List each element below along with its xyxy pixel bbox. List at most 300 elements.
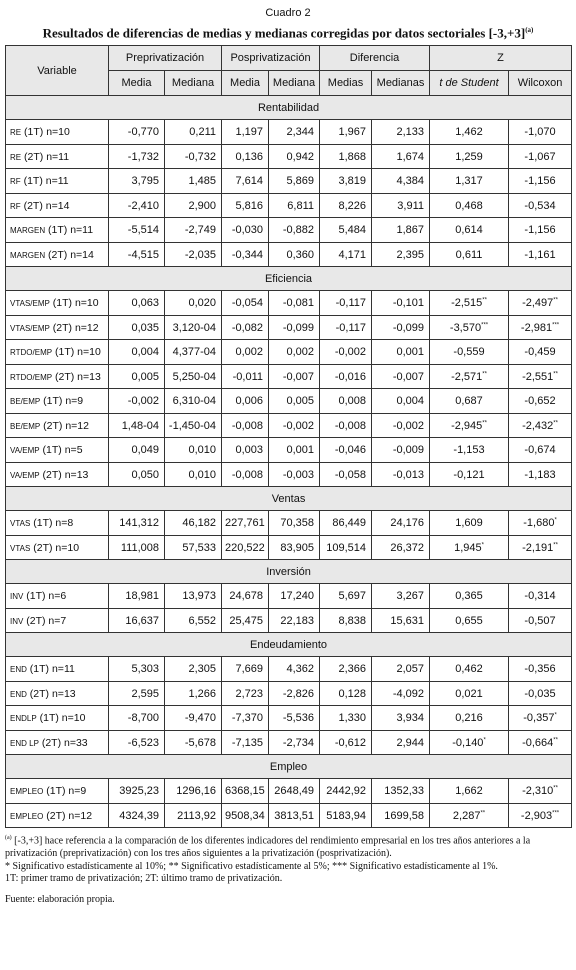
value-cell: 0,655 — [430, 608, 509, 633]
value-cell: 1,330 — [320, 706, 372, 731]
value-cell: 86,449 — [320, 511, 372, 536]
value-cell: 4,384 — [372, 169, 430, 194]
value-cell: 1,674 — [372, 144, 430, 169]
value-cell: 6368,15 — [222, 779, 269, 804]
value-cell: -0,002 — [320, 340, 372, 365]
value-cell: -2,945** — [430, 413, 509, 438]
value-cell: -0,117 — [320, 291, 372, 316]
value-cell: 0,021 — [430, 681, 509, 706]
value-cell: -0,030 — [222, 218, 269, 243]
value-cell: 26,372 — [372, 535, 430, 560]
variable-cell — [6, 413, 109, 438]
value-cell: -0,459 — [509, 340, 572, 365]
variable-tramo: (1T) n=11 — [20, 175, 69, 188]
value-cell: 2,723 — [222, 681, 269, 706]
value-cell: -2,981*** — [509, 315, 572, 340]
table-row — [6, 438, 572, 463]
value-cell: 5,869 — [269, 169, 320, 194]
value-cell: 1296,16 — [165, 779, 222, 804]
variable-tramo: (2T) n=12 — [40, 419, 89, 432]
footnote-significance: * Significativo estadísticamente al 10%; ** Significativo estadísticamente al 5%; *** Significativo estadísticamente al 1%. — [5, 860, 498, 872]
value-cell: -0,559 — [430, 340, 509, 365]
footnote-a-text: [-3,+3] hace referencia a la comparación de los diferentes indicadores del rendimiento empresarial en los tres años anteriores a la privatización (preprivatización) con los tres años siguientes a la privatización (posprivatización). — [5, 835, 531, 860]
value-cell: -0,357* — [509, 706, 572, 731]
variable-tramo: (1T) n=8 — [30, 517, 74, 530]
value-cell: 1,48-04 — [109, 413, 165, 438]
variable-cell — [6, 803, 109, 828]
value-cell: -1,183 — [509, 462, 572, 487]
variable-cell — [6, 584, 109, 609]
variable-tramo: (1T) n=9 — [40, 395, 84, 408]
variable-code: RE — [10, 152, 22, 162]
variable-cell — [6, 364, 109, 389]
value-cell: -0,058 — [320, 462, 372, 487]
value-cell: -1,680* — [509, 511, 572, 536]
value-cell: 15,631 — [372, 608, 430, 633]
group-header-pos: Posprivatización — [222, 46, 320, 71]
value-cell: -0,507 — [509, 608, 572, 633]
variable-code: VA/EMP — [10, 470, 40, 480]
variable-cell — [6, 218, 109, 243]
significance-mark: ** — [482, 419, 487, 426]
value-cell: -1,067 — [509, 144, 572, 169]
value-cell: 0,128 — [320, 681, 372, 706]
value-cell: 2,395 — [372, 242, 430, 267]
value-cell: -5,678 — [165, 730, 222, 755]
value-cell: -0,099 — [269, 315, 320, 340]
significance-mark: ** — [482, 370, 487, 377]
variable-code: BE/EMP — [10, 421, 41, 431]
value-cell: -0,013 — [372, 462, 430, 487]
value-cell: 2,057 — [372, 657, 430, 682]
value-cell: -0,101 — [372, 291, 430, 316]
table-number-label: Cuadro 2 — [265, 7, 311, 19]
table-row — [6, 730, 572, 755]
value-cell: 4,377-04 — [165, 340, 222, 365]
table-row — [6, 389, 572, 414]
value-cell: 3,934 — [372, 706, 430, 731]
variable-code: RF — [10, 201, 21, 211]
variable-code: RTDO/EMP — [10, 372, 53, 382]
value-cell: 0,002 — [269, 340, 320, 365]
value-cell: 0,010 — [165, 462, 222, 487]
variable-tramo: (1T) n=6 — [23, 590, 67, 603]
table-row — [6, 608, 572, 633]
value-cell: -1,156 — [509, 218, 572, 243]
value-cell: 0,006 — [222, 389, 269, 414]
variable-tramo: (2T) n=10 — [30, 541, 80, 554]
value-cell: 17,240 — [269, 584, 320, 609]
value-cell: 1,867 — [372, 218, 430, 243]
variable-code: RF — [10, 177, 21, 187]
variable-code: RE — [10, 128, 22, 138]
value-cell: -0,117 — [320, 315, 372, 340]
variable-code: END — [10, 665, 27, 675]
value-cell: -3,570*** — [430, 315, 509, 340]
value-cell: 16,637 — [109, 608, 165, 633]
section-row — [6, 96, 572, 120]
value-cell: -2,432** — [509, 413, 572, 438]
value-cell: 109,514 — [320, 535, 372, 560]
value-cell: -1,161 — [509, 242, 572, 267]
variable-tramo: (1T) n=10 — [36, 712, 86, 725]
value-cell: -0,009 — [372, 438, 430, 463]
variable-cell — [6, 340, 109, 365]
value-cell: -1,070 — [509, 120, 572, 145]
value-cell: 0,008 — [320, 389, 372, 414]
variable-code: MARGEN — [10, 250, 46, 260]
section-row — [6, 560, 572, 584]
variable-tramo: (1T) n=9 — [43, 785, 87, 798]
value-cell: 0,049 — [109, 438, 165, 463]
value-cell: -7,370 — [222, 706, 269, 731]
table-row — [6, 291, 572, 316]
variable-cell — [6, 120, 109, 145]
value-cell: -0,356 — [509, 657, 572, 682]
value-cell: 2,366 — [320, 657, 372, 682]
value-cell: -0,674 — [509, 438, 572, 463]
value-cell: 3,120-04 — [165, 315, 222, 340]
value-cell: -2,191** — [509, 535, 572, 560]
variable-code: VTAS/EMP — [10, 299, 50, 309]
value-cell: -2,749 — [165, 218, 222, 243]
group-header-diff: Diferencia — [320, 46, 430, 71]
value-cell: 4324,39 — [109, 803, 165, 828]
variable-code: VTAS — [10, 519, 31, 529]
value-cell: 1,259 — [430, 144, 509, 169]
value-cell: 0,063 — [109, 291, 165, 316]
value-cell: 0,211 — [165, 120, 222, 145]
value-cell: 18,981 — [109, 584, 165, 609]
value-cell: 5,484 — [320, 218, 372, 243]
value-cell: 24,176 — [372, 511, 430, 536]
significance-mark: *** — [552, 321, 560, 328]
table-row — [6, 242, 572, 267]
value-cell: 2,287** — [430, 803, 509, 828]
value-cell: 3,819 — [320, 169, 372, 194]
value-cell: 0,468 — [430, 193, 509, 218]
value-cell: 24,678 — [222, 584, 269, 609]
value-cell: 8,226 — [320, 193, 372, 218]
title-note-mark: (a) — [525, 26, 534, 34]
table-row — [6, 681, 572, 706]
value-cell: 1,609 — [430, 511, 509, 536]
variable-tramo: (2T) n=13 — [26, 687, 76, 700]
value-cell: 9508,34 — [222, 803, 269, 828]
value-cell: 227,761 — [222, 511, 269, 536]
table-row — [6, 657, 572, 682]
value-cell: 1,317 — [430, 169, 509, 194]
value-cell: -0,344 — [222, 242, 269, 267]
value-cell: 8,838 — [320, 608, 372, 633]
table-body — [6, 96, 572, 828]
value-cell: 1,945* — [430, 535, 509, 560]
significance-mark: ** — [482, 297, 487, 304]
value-cell: 5183,94 — [320, 803, 372, 828]
value-cell: 4,171 — [320, 242, 372, 267]
value-cell: -1,156 — [509, 169, 572, 194]
value-cell: -2,310** — [509, 779, 572, 804]
variable-code: END LP — [10, 738, 39, 748]
variable-code: VTAS/EMP — [10, 323, 50, 333]
value-cell: 7,669 — [222, 657, 269, 682]
value-cell: -0,046 — [320, 438, 372, 463]
section-title: Endeudamiento — [6, 633, 572, 657]
value-cell: -0,140* — [430, 730, 509, 755]
subcol-header: Mediana — [269, 71, 320, 96]
value-cell: -2,515** — [430, 291, 509, 316]
value-cell: 141,312 — [109, 511, 165, 536]
value-cell: 2,344 — [269, 120, 320, 145]
subcol-header: Media — [109, 71, 165, 96]
group-header-pre: Preprivatización — [109, 46, 222, 71]
source-note: Fuente: elaboración propia. — [5, 893, 115, 905]
variable-tramo: (2T) n=33 — [38, 736, 88, 749]
variable-cell — [6, 193, 109, 218]
value-cell: -0,007 — [372, 364, 430, 389]
significance-mark: *** — [481, 321, 489, 328]
value-cell: -2,035 — [165, 242, 222, 267]
footnote-a-mark: (a) — [5, 835, 12, 842]
table-row — [6, 413, 572, 438]
value-cell: 83,905 — [269, 535, 320, 560]
value-cell: 0,462 — [430, 657, 509, 682]
significance-mark: * — [483, 736, 486, 743]
value-cell: 111,008 — [109, 535, 165, 560]
value-cell: -0,664** — [509, 730, 572, 755]
value-cell: 3,795 — [109, 169, 165, 194]
section-row — [6, 633, 572, 657]
value-cell: 0,010 — [165, 438, 222, 463]
value-cell: 57,533 — [165, 535, 222, 560]
value-cell: 2,133 — [372, 120, 430, 145]
value-cell: -2,497** — [509, 291, 572, 316]
value-cell: 0,942 — [269, 144, 320, 169]
value-cell: 1,485 — [165, 169, 222, 194]
variable-code: INV — [10, 616, 24, 626]
variable-cell — [6, 144, 109, 169]
variable-tramo: (2T) n=13 — [39, 468, 89, 481]
value-cell: -1,153 — [430, 438, 509, 463]
value-cell: 2,595 — [109, 681, 165, 706]
value-cell: 5,250-04 — [165, 364, 222, 389]
value-cell: -5,536 — [269, 706, 320, 731]
value-cell: 3813,51 — [269, 803, 320, 828]
value-cell: 22,183 — [269, 608, 320, 633]
variable-code: END — [10, 689, 27, 699]
variable-code: VTAS — [10, 543, 31, 553]
value-cell: 1,197 — [222, 120, 269, 145]
value-cell: -2,734 — [269, 730, 320, 755]
section-row — [6, 267, 572, 291]
table-document — [3, 6, 573, 906]
variable-cell — [6, 438, 109, 463]
value-cell: 6,552 — [165, 608, 222, 633]
value-cell: 0,005 — [269, 389, 320, 414]
subcol-header: Medias — [320, 71, 372, 96]
value-cell: -0,652 — [509, 389, 572, 414]
value-cell: 0,001 — [269, 438, 320, 463]
footnote-tramos: 1T: primer tramo de privatización; 2T: último tramo de privatización. — [5, 873, 283, 885]
value-cell: 3,267 — [372, 584, 430, 609]
table-row — [6, 340, 572, 365]
significance-mark: ** — [553, 785, 558, 792]
value-cell: 2442,92 — [320, 779, 372, 804]
value-cell: -0,002 — [372, 413, 430, 438]
value-cell: 1,266 — [165, 681, 222, 706]
value-cell: 2,305 — [165, 657, 222, 682]
significance-mark: * — [554, 712, 557, 719]
variable-cell — [6, 706, 109, 731]
variable-cell — [6, 730, 109, 755]
value-cell: 1352,33 — [372, 779, 430, 804]
value-cell: 4,362 — [269, 657, 320, 682]
value-cell: -2,551** — [509, 364, 572, 389]
variable-cell — [6, 462, 109, 487]
value-cell: 5,303 — [109, 657, 165, 682]
variable-cell — [6, 608, 109, 633]
variable-cell — [6, 779, 109, 804]
section-title: Empleo — [6, 755, 572, 779]
value-cell: 3925,23 — [109, 779, 165, 804]
table-row — [6, 462, 572, 487]
variable-tramo: (1T) n=10 — [52, 346, 101, 359]
value-cell: -2,571** — [430, 364, 509, 389]
value-cell: -0,008 — [222, 462, 269, 487]
variable-tramo: (2T) n=12 — [43, 809, 93, 822]
significance-mark: ** — [553, 419, 558, 426]
value-cell: -0,016 — [320, 364, 372, 389]
value-cell: 6,811 — [269, 193, 320, 218]
variable-code: VA/EMP — [10, 446, 40, 456]
variable-tramo: (1T) n=10 — [21, 126, 70, 139]
variable-cell — [6, 291, 109, 316]
value-cell: -0,008 — [320, 413, 372, 438]
value-cell: 7,614 — [222, 169, 269, 194]
value-cell: -8,700 — [109, 706, 165, 731]
value-cell: 0,050 — [109, 462, 165, 487]
value-cell: -1,732 — [109, 144, 165, 169]
significance-mark: ** — [480, 809, 486, 816]
table-row — [6, 144, 572, 169]
value-cell: -0,002 — [269, 413, 320, 438]
variable-code: EMPLEO — [10, 811, 44, 821]
value-cell: 0,001 — [372, 340, 430, 365]
significance-mark: ** — [553, 297, 558, 304]
table-row — [6, 169, 572, 194]
value-cell: 70,358 — [269, 511, 320, 536]
value-cell: 0,003 — [222, 438, 269, 463]
value-cell: -0,007 — [269, 364, 320, 389]
table-row — [6, 803, 572, 828]
table-row — [6, 193, 572, 218]
group-header-z: Z — [430, 46, 572, 71]
subcol-header: Wilcoxon — [509, 71, 572, 96]
variable-code: EMPLEO — [10, 787, 44, 797]
value-cell: 1699,58 — [372, 803, 430, 828]
variable-tramo: (2T) n=12 — [49, 321, 99, 334]
table-row — [6, 584, 572, 609]
footnote-a — [5, 832, 571, 860]
value-cell: 0,216 — [430, 706, 509, 731]
section-row — [6, 487, 572, 511]
table-row — [6, 706, 572, 731]
value-cell: -1,450-04 — [165, 413, 222, 438]
value-cell: -7,135 — [222, 730, 269, 755]
value-cell: 1,462 — [430, 120, 509, 145]
value-cell: 1,967 — [320, 120, 372, 145]
value-cell: 2113,92 — [165, 803, 222, 828]
value-cell: 2,900 — [165, 193, 222, 218]
value-cell: 13,973 — [165, 584, 222, 609]
variable-tramo: (1T) n=11 — [26, 663, 75, 676]
significance-mark: * — [554, 517, 557, 524]
value-cell: -0,314 — [509, 584, 572, 609]
value-cell: -2,903*** — [509, 803, 572, 828]
value-cell: -6,523 — [109, 730, 165, 755]
value-cell: -2,826 — [269, 681, 320, 706]
value-cell: 5,697 — [320, 584, 372, 609]
variable-cell — [6, 511, 109, 536]
table-row — [6, 120, 572, 145]
value-cell: -0,882 — [269, 218, 320, 243]
table-row — [6, 535, 572, 560]
variable-cell — [6, 657, 109, 682]
value-cell: 2,944 — [372, 730, 430, 755]
value-cell: -0,121 — [430, 462, 509, 487]
value-cell: -0,099 — [372, 315, 430, 340]
value-cell: -0,612 — [320, 730, 372, 755]
variable-tramo: (1T) n=10 — [49, 297, 99, 310]
table-row — [6, 218, 572, 243]
value-cell: 6,310-04 — [165, 389, 222, 414]
variable-code: BE/EMP — [10, 397, 41, 407]
table-title-text: Resultados de diferencias de medias y medianas corregidas por datos sectoriales [-3,+3] — [42, 25, 526, 41]
value-cell: -0,082 — [222, 315, 269, 340]
value-cell: 1,662 — [430, 779, 509, 804]
value-cell: -4,092 — [372, 681, 430, 706]
value-cell: -0,081 — [269, 291, 320, 316]
table-title — [3, 22, 573, 41]
variable-cell — [6, 315, 109, 340]
value-cell: -0,003 — [269, 462, 320, 487]
section-row — [6, 755, 572, 779]
value-cell: 3,911 — [372, 193, 430, 218]
value-cell: -5,514 — [109, 218, 165, 243]
table-row — [6, 779, 572, 804]
variable-header: Variable — [6, 46, 109, 96]
value-cell: 0,614 — [430, 218, 509, 243]
subcol-header: Mediana — [165, 71, 222, 96]
subcol-header: Medianas — [372, 71, 430, 96]
value-cell: -0,054 — [222, 291, 269, 316]
value-cell: -0,770 — [109, 120, 165, 145]
significance-mark: ** — [553, 370, 558, 377]
value-cell: -9,470 — [165, 706, 222, 731]
value-cell: 0,002 — [222, 340, 269, 365]
header-row-groups — [6, 46, 572, 71]
variable-code: INV — [10, 592, 24, 602]
value-cell: 0,004 — [109, 340, 165, 365]
significance-mark: ** — [553, 541, 558, 548]
section-title: Ventas — [6, 487, 572, 511]
variable-cell — [6, 242, 109, 267]
value-cell: 5,816 — [222, 193, 269, 218]
variable-tramo: (2T) n=14 — [20, 199, 70, 212]
variable-tramo: (2T) n=11 — [21, 150, 70, 163]
variable-tramo: (1T) n=5 — [39, 444, 83, 457]
table-row — [6, 511, 572, 536]
